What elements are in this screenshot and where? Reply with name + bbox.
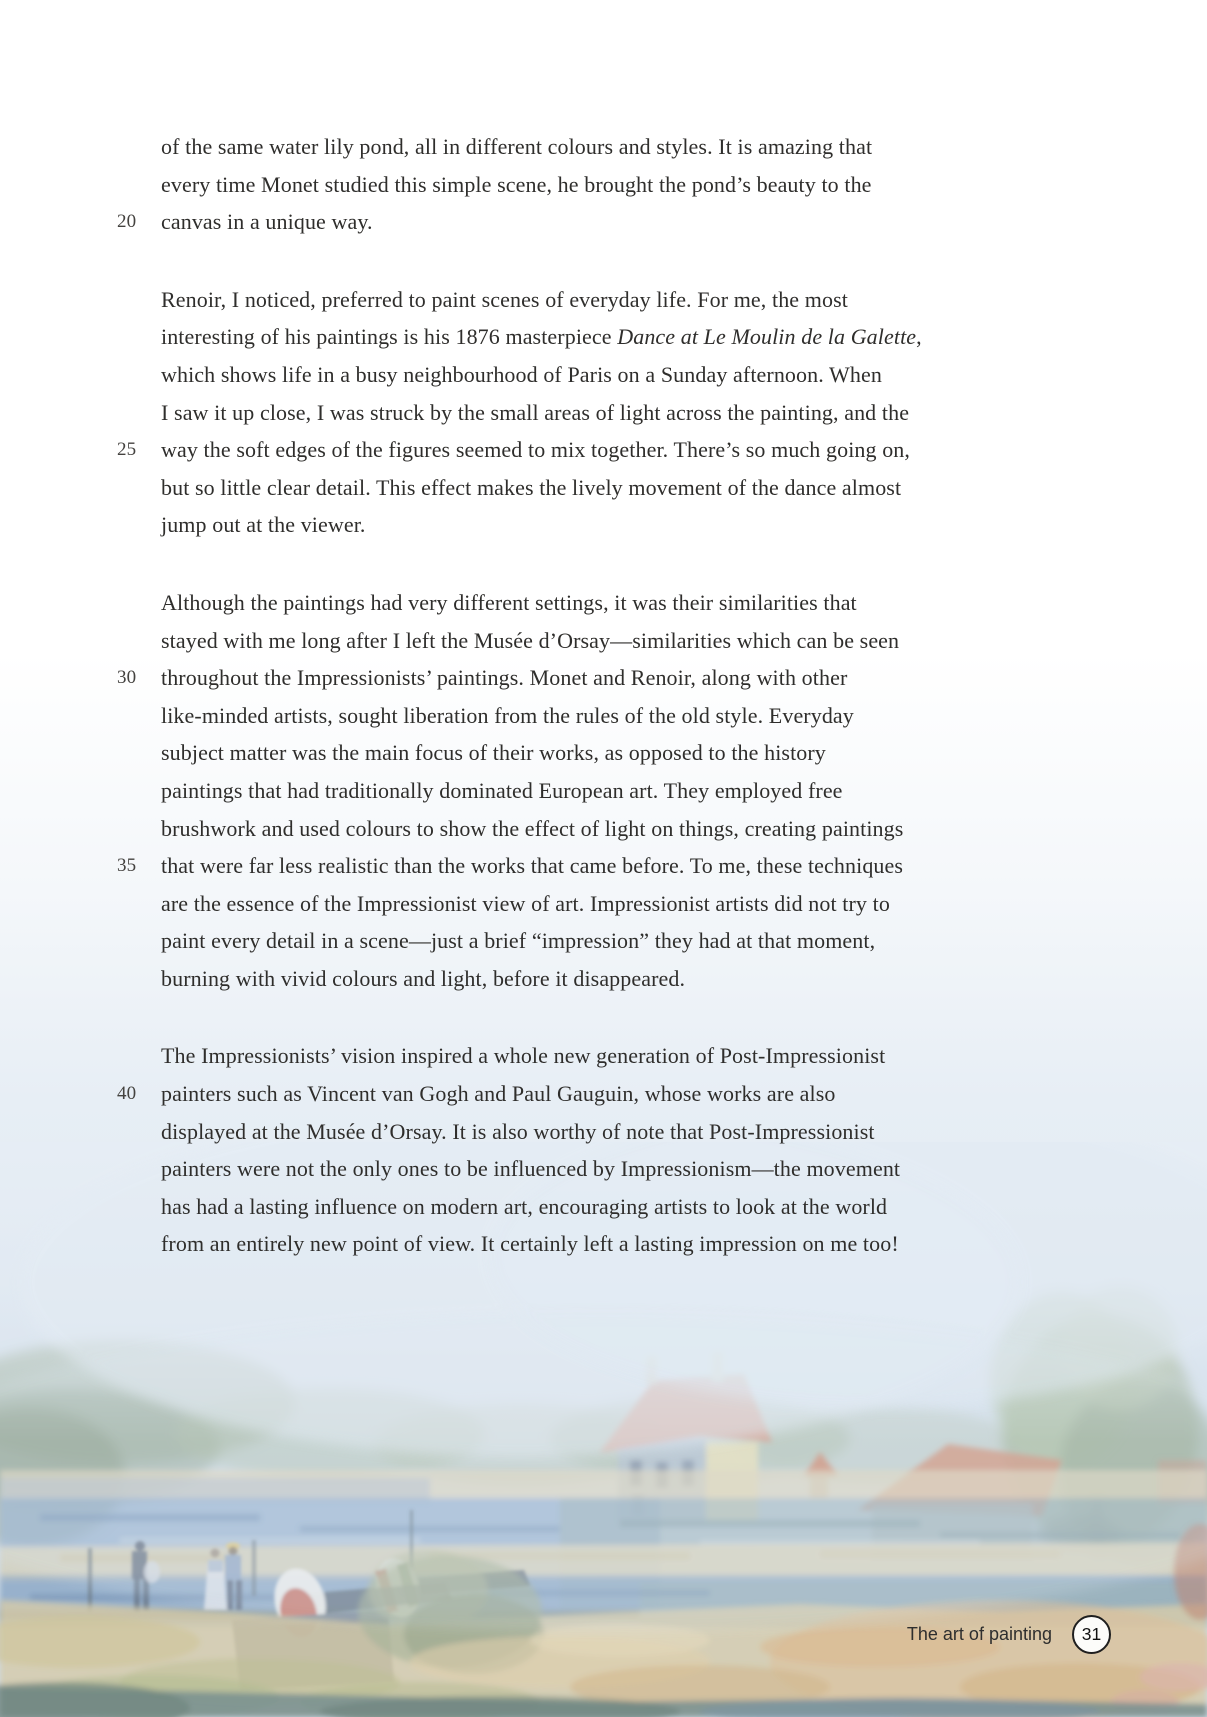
line-text: interesting of his paintings is his 1876 masterpiece	[161, 324, 618, 350]
line-text: The Impressionists’ vision inspired a whole new generation of Post-Impressionist	[161, 1043, 886, 1069]
line-text: subject matter was the main focus of their works, as opposed to the history	[161, 740, 826, 766]
line-text: paintings that had traditionally dominated European art. They employed free	[161, 777, 843, 803]
page-number-badge: 31	[1072, 1615, 1111, 1654]
line-number: 30	[117, 667, 137, 689]
passage-line	[161, 128, 922, 166]
passage-paragraph	[117, 281, 922, 544]
line-text: canvas in a unique way.	[161, 209, 373, 235]
passage-line	[161, 166, 922, 204]
passage-line	[161, 810, 922, 848]
line-text: Renoir, I noticed, preferred to paint scenes of everyday life. For me, the most	[161, 286, 848, 312]
line-text: painters were not the only ones to be influenced by Impressionism—the movement	[161, 1156, 901, 1182]
passage-line	[161, 506, 922, 544]
passage-line	[161, 885, 922, 923]
line-text: but so little clear detail. This effect makes the lively movement of the dance almost	[161, 474, 902, 500]
line-text: has had a lasting influence on modern art, encouraging artists to look at the world	[161, 1193, 888, 1219]
line-number: 25	[117, 439, 137, 461]
line-text: burning with vivid colours and light, before it disappeared.	[161, 965, 686, 991]
line-text: like-minded artists, sought liberation from the rules of the old style. Everyday	[161, 702, 854, 728]
passage-line	[161, 356, 922, 394]
line-text: paint every detail in a scene—just a brief “impression” they had at that moment,	[161, 928, 876, 954]
passage-line	[161, 697, 922, 735]
line-text: brushwork and used colours to show the effect of light on things, creating paintings	[161, 815, 904, 841]
line-text: I saw it up close, I was struck by the small areas of light across the painting, and the	[161, 399, 910, 425]
line-number: 20	[117, 211, 137, 233]
line-text: from an entirely new point of view. It certainly left a lasting impression on me too!	[161, 1231, 899, 1257]
passage-line	[161, 469, 922, 507]
passage-line	[161, 281, 922, 319]
section-title: The art of painting	[906, 1624, 1052, 1644]
passage-line	[161, 960, 922, 998]
passage-line	[161, 318, 922, 356]
passage-line	[161, 1037, 922, 1075]
page-footer	[0, 1615, 1111, 1654]
passage-paragraph	[117, 584, 922, 998]
passage-line	[117, 431, 922, 469]
line-text: displayed at the Musée d’Orsay. It is also worthy of note that Post-Impressionist	[161, 1118, 875, 1144]
reading-passage	[117, 128, 922, 1303]
passage-line	[161, 394, 922, 432]
artwork-title-italic: Dance at Le Moulin de la Galette	[617, 324, 917, 350]
line-number: 35	[117, 855, 137, 877]
passage-paragraph	[117, 1037, 922, 1263]
line-text: ,	[916, 324, 922, 350]
line-text: jump out at the viewer.	[161, 512, 366, 538]
passage-line	[161, 584, 922, 622]
passage-line	[161, 922, 922, 960]
line-text: of the same water lily pond, all in different colours and styles. It is amazing that	[161, 134, 873, 159]
line-text: are the essence of the Impressionist view of art. Impressionist artists did not try to	[161, 890, 890, 916]
line-text: which shows life in a busy neighbourhood of Paris on a Sunday afternoon. When	[161, 361, 882, 387]
passage-line	[161, 1113, 922, 1151]
line-text: stayed with me long after I left the Musée d’Orsay—similarities which can be seen	[161, 627, 900, 653]
line-text: way the soft edges of the figures seemed to mix together. There’s so much going on,	[161, 437, 911, 463]
passage-line	[117, 847, 922, 885]
line-text: painters such as Vincent van Gogh and Paul Gauguin, whose works are also	[161, 1081, 836, 1107]
line-text: Although the paintings had very different settings, it was their similarities that	[161, 589, 857, 615]
passage-line	[161, 734, 922, 772]
passage-line	[117, 659, 922, 697]
passage-line	[161, 622, 922, 660]
line-text: every time Monet studied this simple scene, he brought the pond’s beauty to the	[161, 171, 872, 197]
passage-line	[117, 1075, 922, 1113]
passage-line	[161, 1150, 922, 1188]
line-number: 40	[117, 1083, 137, 1105]
passage-line	[161, 772, 922, 810]
line-text: that were far less realistic than the works that came before. To me, these techniques	[161, 853, 904, 879]
passage-paragraph	[117, 128, 922, 241]
line-text: throughout the Impressionists’ paintings. Monet and Renoir, along with other	[161, 665, 848, 691]
passage-line	[161, 1225, 922, 1263]
passage-line	[117, 203, 922, 241]
passage-line	[161, 1188, 922, 1226]
